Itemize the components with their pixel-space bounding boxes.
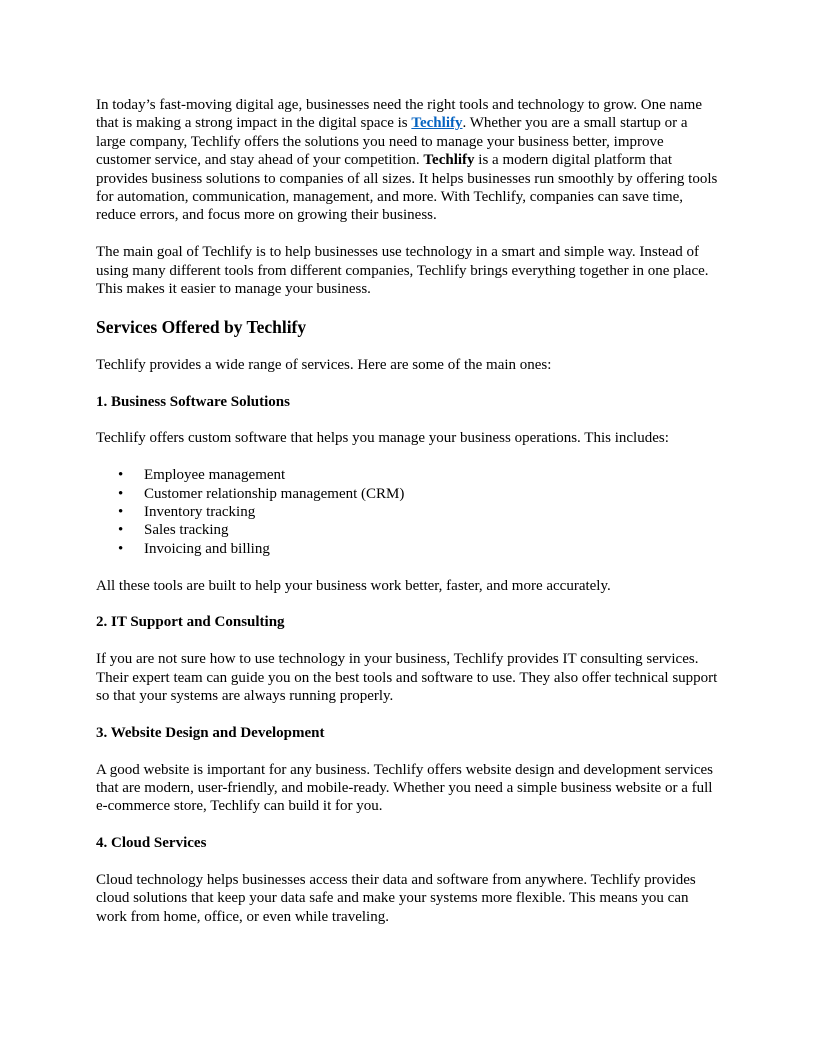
- service-3-title: 3. Website Design and Development: [96, 724, 325, 741]
- service-1-title: 1. Business Software Solutions: [96, 393, 290, 410]
- service-1-intro: Techlify offers custom software that helps you manage your business operations. This includes:: [96, 430, 669, 447]
- bullet-icon: •: [118, 504, 124, 521]
- service-2-body: If you are not sure how to use technology in your business, Techlify provides IT consulting services. Their expert team can guide you on the best tools and software to use. They also offer technical support so that your systems are always running properly.: [96, 651, 718, 705]
- service-1-list: [96, 466, 720, 558]
- intro-text-a: In today’s fast-moving digital age, businesses need the right tools and technology to grow. One name that is making a strong impact in the digital space is: [96, 97, 702, 132]
- intro-paragraph-1: [96, 96, 720, 225]
- intro-paragraph-2: The main goal of Techlify is to help businesses use technology in a smart and simple way. Instead of using many different tools from different companies, Techlify brings everything together in one place. This makes it easier to manage your business.: [96, 244, 709, 298]
- techlify-bold: Techlify: [423, 152, 475, 169]
- service-2-title: 2. IT Support and Consulting: [96, 614, 285, 631]
- services-intro: Techlify provides a wide range of services. Here are some of the main ones:: [96, 356, 552, 373]
- service-3-body: A good website is important for any business. Techlify offers website design and development services that are modern, user-friendly, and mobile-ready. Whether you need a simple business website or a full e-commerce store, Techlify can build it for you.: [96, 761, 714, 815]
- list-item-label: Inventory tracking: [144, 504, 256, 521]
- list-item: [96, 540, 720, 558]
- document-page: [96, 96, 720, 945]
- list-item: [96, 521, 720, 539]
- service-1-outro: All these tools are built to help your business work better, faster, and more accurately.: [96, 577, 611, 594]
- list-item-label: Employee management: [144, 467, 286, 484]
- bullet-icon: •: [118, 485, 124, 502]
- list-item: [96, 503, 720, 521]
- bullet-icon: •: [118, 467, 124, 484]
- list-item-label: Customer relationship management (CRM): [144, 485, 405, 502]
- bullet-icon: •: [118, 540, 124, 557]
- intro-text-b: . Whether you are a small startup or a large company, Techlify offers the solutions you need to manage your business better, improve customer service, and stay ahead of your competition.: [96, 115, 688, 169]
- bullet-icon: •: [118, 522, 124, 539]
- list-item-label: Invoicing and billing: [144, 540, 270, 557]
- techlify-link[interactable]: Techlify: [411, 115, 463, 132]
- list-item-label: Sales tracking: [144, 522, 229, 539]
- service-4-title: 4. Cloud Services: [96, 835, 207, 852]
- intro-text-c: is a modern digital platform that provides business solutions to companies of all sizes. It helps businesses run smoothly by offering tools for automation, communication, management, and more. With Techlify, companies can save time, reduce errors, and focus more on growing their business.: [96, 152, 718, 224]
- service-4-body: Cloud technology helps businesses access their data and software from anywhere. Techlify provides cloud solutions that keep your data safe and make your systems more flexible. This means you can work from home, office, or even while traveling.: [96, 872, 696, 925]
- list-item: [96, 485, 720, 503]
- services-heading: Services Offered by Techlify: [96, 316, 307, 337]
- list-item: [96, 466, 720, 484]
